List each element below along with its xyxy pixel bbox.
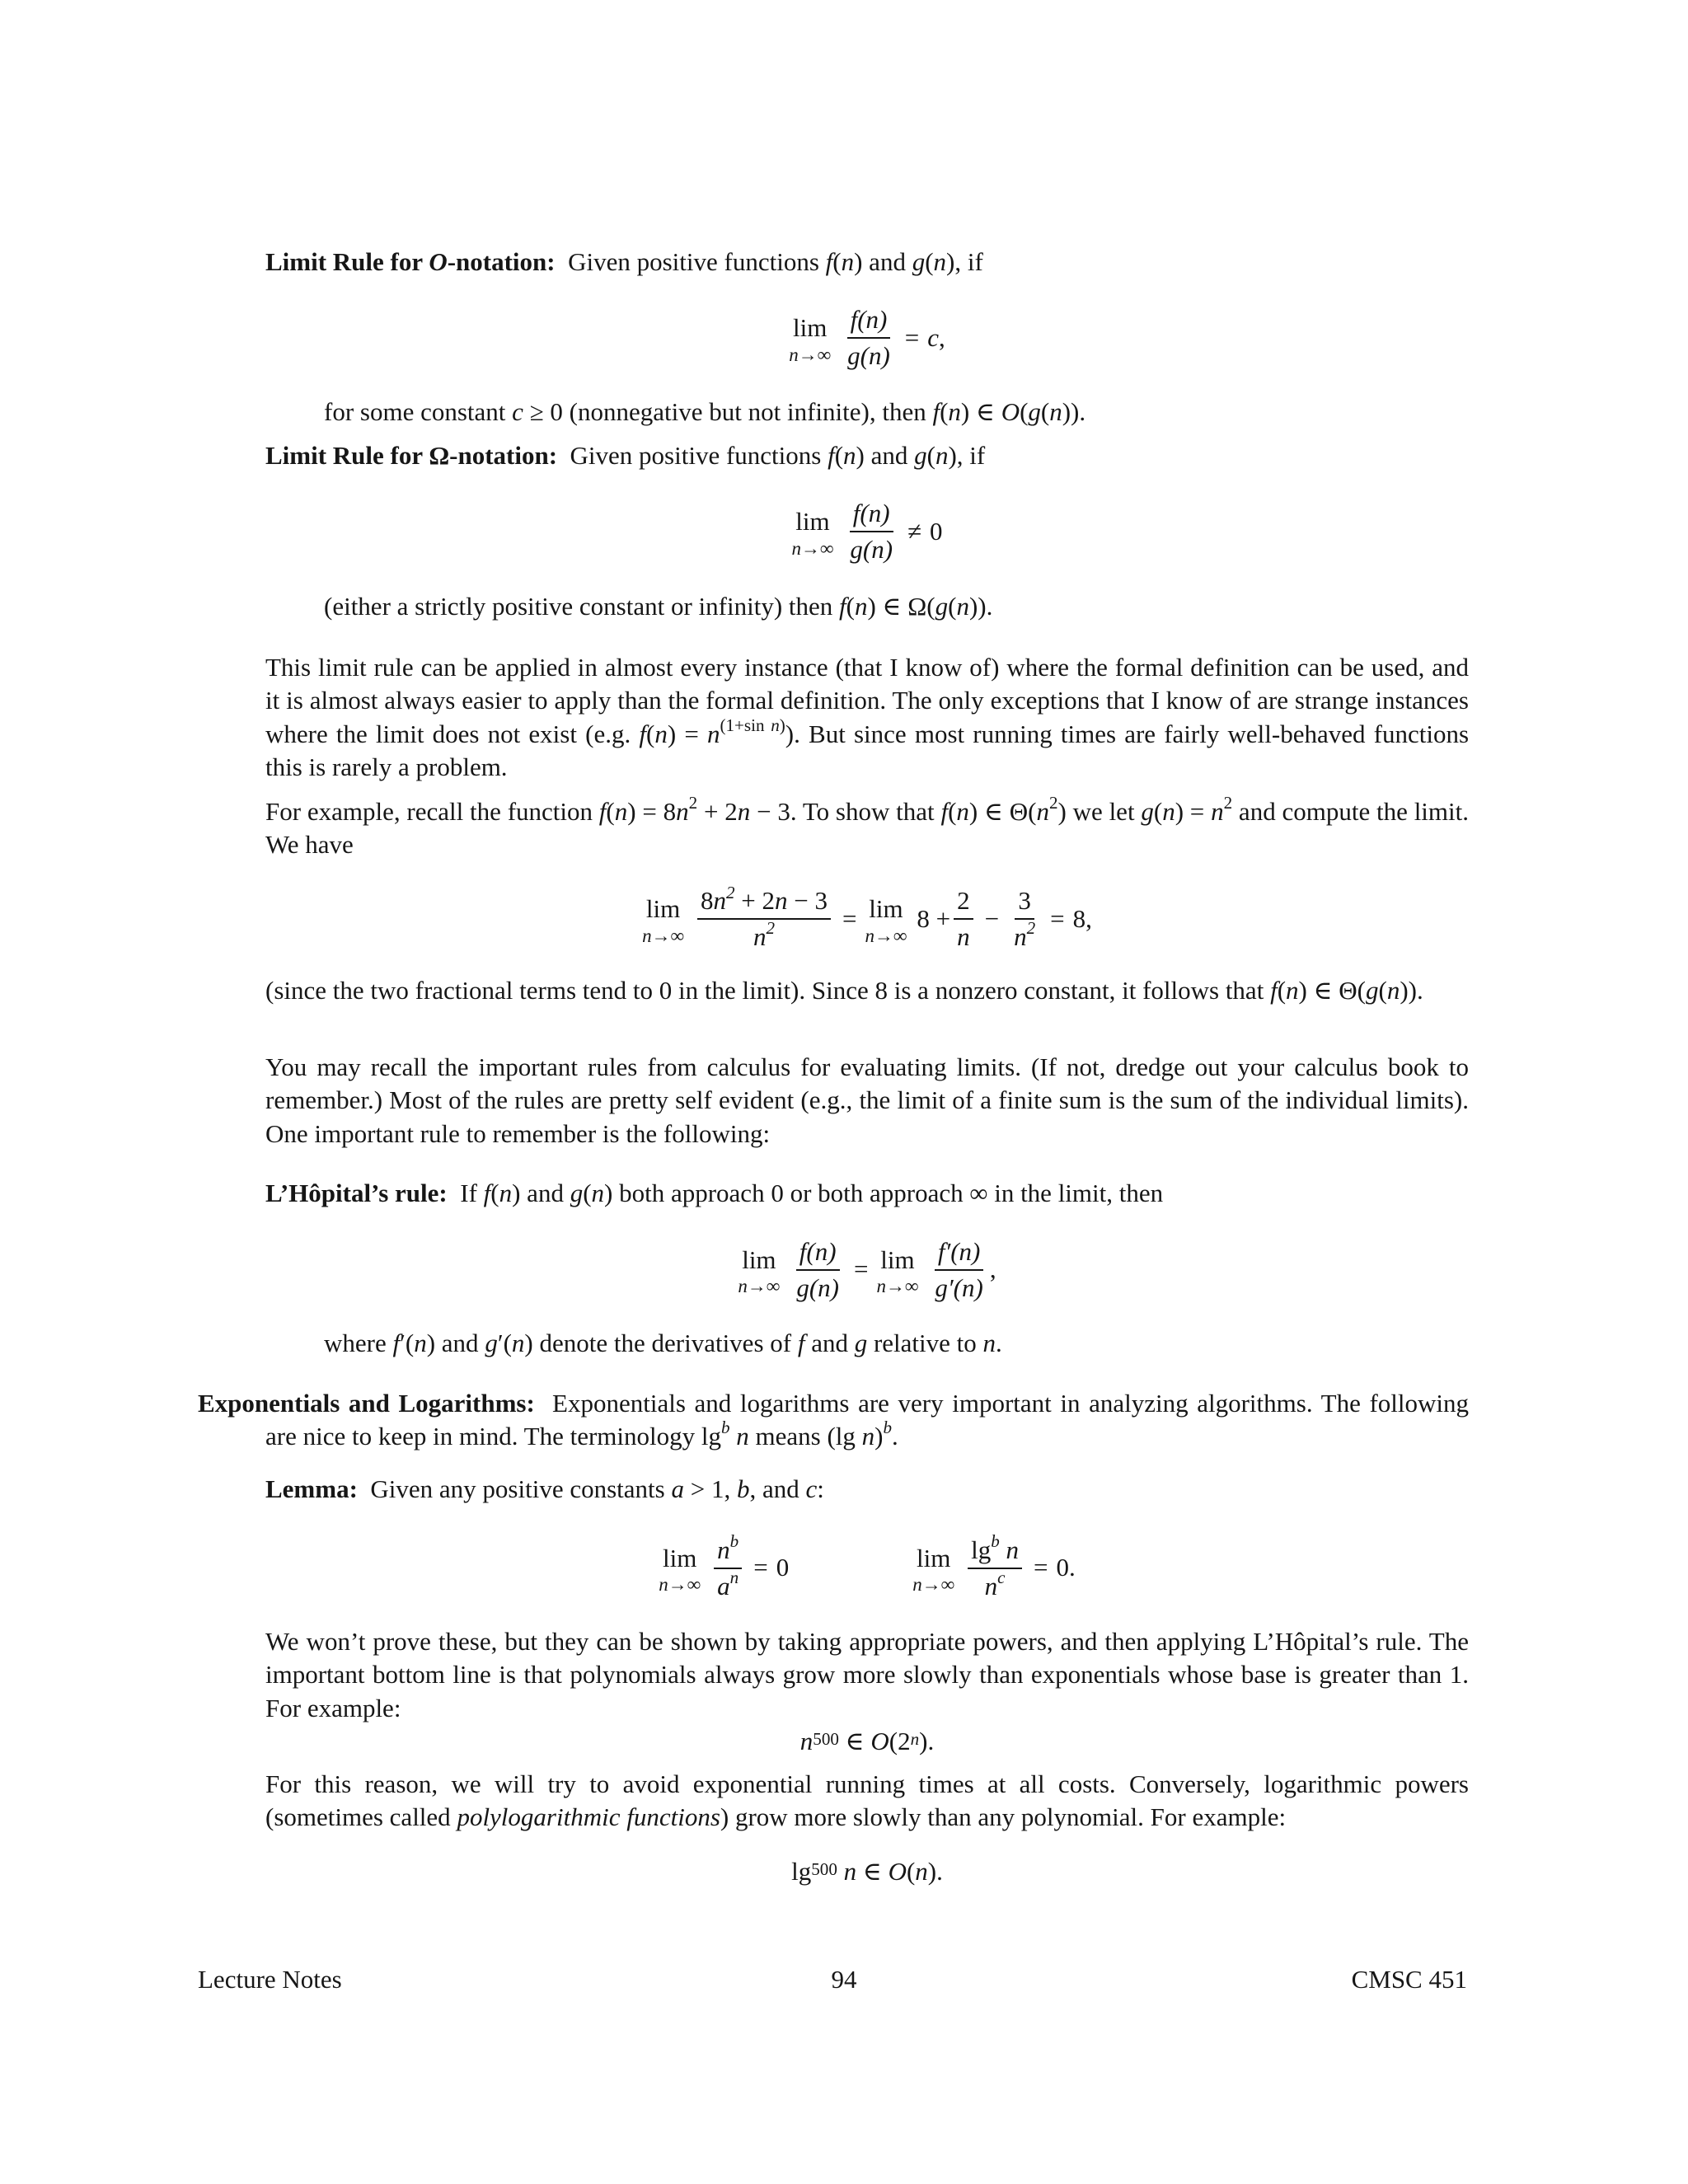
paragraph-since: (since the two fractional terms tend to 0 in the limit). Since 8 is a nonzero constant, it follows that f(n) ∈ Θ(g(n)). [265, 976, 1423, 1005]
lemma-label: Lemma: [265, 1474, 358, 1503]
lhopital-equation: lim n→∞ $\frac{f(n)}{g(n)}$ = lim n→∞ $\frac{f'(n)}{g'(n)}$ , [738, 1236, 996, 1302]
paragraph-limit-applied: This limit rule can be applied in almost every instance (that I know of) where the formal definition can be used, and it is almost always easier to apply than the formal definition. The only exceptions that I know of are strange instances where the limit does not exist (e.g. $f(n) = n^{(1+sin n)}$). But since most running times are fairly well-behaved functions this is rarely a problem. [265, 653, 1470, 781]
n500-equation: n $^{500}$ ∈ O (2 $^n$ ). [799, 1726, 935, 1755]
lemma-equation-2: lim n→∞ $\frac{\lg^b n}{n^c}$ = 0. [912, 1531, 1076, 1601]
footer-right: CMSC 451 [1351, 1965, 1467, 1994]
limit-rule-o-equation: lim n→∞ $\frac{f(n)}{g(n)}$ = c , [789, 305, 945, 370]
exp-log-section: Exponentials and Logarithms: Exponentials and logarithms are very important in analyzing algorithms. The following are nice to keep in mind. The terminology $\lg^b n$ means (lg n)$^b$. [198, 1389, 1469, 1451]
paragraph-reason: For this reason, we will try to avoid exponential running times at all costs. Conversely, logarithmic powers (sometimes called polylogarithmic functions) grow more slowly than any polynomial. For example: [265, 1769, 1469, 1832]
lhopital-heading: L’Hôpital’s rule: If f(n) and g(n) both approach 0 or both approach ∞ in the limit, then [265, 1179, 1164, 1207]
limit-rule-omega-heading: Limit Rule for Ω-notation: Given positive functions f(n) and g(n), if [265, 441, 986, 470]
example-equation: lim n→∞ $\frac{8n^2 + 2n - 3}{n^2}$ = lim n→∞ 8 + $\frac{2}{n}$ − $\frac{3}{n^2}$ = 8, [642, 882, 1092, 951]
lemma-equation-1: lim n→∞ $\frac{n^b}{a^n}$ = 0 [659, 1531, 790, 1601]
footer-left: Lecture Notes [198, 1965, 342, 1994]
paragraph-prove: We won’t prove these, but they can be shown by taking appropriate powers, and then applying L’Hôpital’s rule. The important bottom line is that polynomials always grow more slowly than exponentials whose base is greater than 1. For example: [265, 1627, 1469, 1722]
limit-rule-o-heading: Limit Rule for O-notation: Given positive functions f(n) and g(n), if [265, 247, 983, 276]
lemma-heading: Lemma: Given any positive constants a > 1, b, and c: [265, 1474, 824, 1503]
limit-rule-omega-label: Limit Rule for Ω-notation: [265, 441, 558, 470]
lemma-equations [265, 1529, 1469, 1607]
exp-log-label: Exponentials and Logarithms: [198, 1389, 535, 1418]
limit-rule-omega-after: (either a strictly positive constant or infinity) then f(n) ∈ Ω(g(n)). [324, 592, 993, 621]
lg500-equation: lg $^{500}$ n ∈ O ( n ). [791, 1856, 943, 1886]
paragraph-recall: You may recall the important rules from calculus for evaluating limits. (If not, dredge out your calculus book to remember.) Most of the rules are pretty self evident (e.g., the limit of a finite sum is the sum of the individual limits). One important rule to remember is the following: [265, 1052, 1469, 1148]
limit-rule-o-label: Limit Rule for O-notation: [265, 247, 556, 276]
paragraph-example: For example, recall the function $f(n) = 8n^2 + 2n - 3$. To show that f(n) ∈ $\Theta(n^2)$ we let $g(n) = n^2$ and compute the limit. We have [265, 793, 1470, 860]
footer-page-number: 94 [831, 1965, 857, 1994]
limit-rule-omega-equation: lim n→∞ $\frac{f(n)}{g(n)}$ ≠ 0 [791, 499, 943, 564]
limit-rule-o-after: for some constant c ≥ 0 (nonnegative but not infinite), then f(n) ∈ O(g(n)). [324, 397, 1086, 426]
lhopital-label: L’Hôpital’s rule: [265, 1179, 448, 1207]
lhopital-after: where f′(n) and g′(n) denote the derivatives of f and g relative to n. [324, 1329, 1002, 1357]
